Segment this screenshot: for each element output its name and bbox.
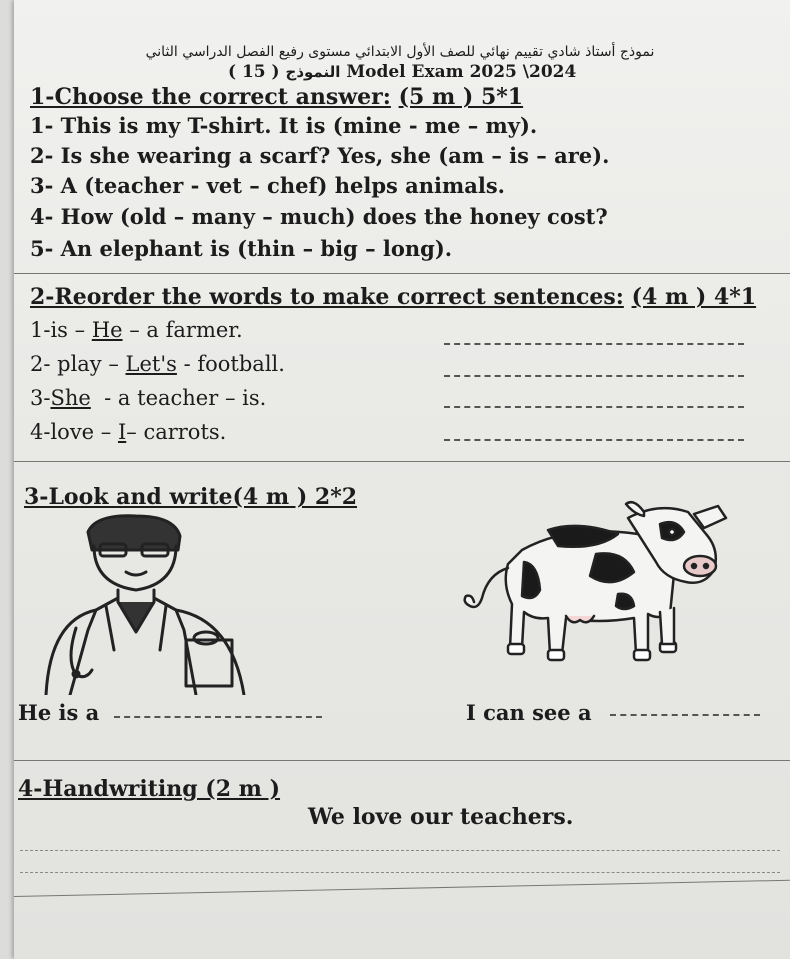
model-header xyxy=(228,62,576,82)
section1-item-3: 3- A (teacher - vet – chef) helps animals. xyxy=(30,173,505,198)
item-text: 2- play – xyxy=(30,352,126,376)
handwriting-sentence: We love our teachers. xyxy=(308,804,574,830)
section3-title: 3-Look and write xyxy=(24,484,233,510)
exam-sheet xyxy=(14,0,790,959)
section1-heading xyxy=(30,84,523,110)
section1-item-5: 5- An elephant is (thin – big – long). xyxy=(30,236,453,261)
item-text: - football. xyxy=(176,352,285,376)
divider xyxy=(14,880,790,897)
answer-blank[interactable] xyxy=(444,343,744,345)
look-write-right-prompt: I can see a xyxy=(466,700,592,725)
answer-blank[interactable] xyxy=(610,714,760,716)
item-text: 4-love – xyxy=(30,420,118,444)
handwriting-line[interactable] xyxy=(20,850,780,851)
section1-marks: (5 m ) 5*1 xyxy=(398,84,524,110)
item-underlined-word: He xyxy=(91,318,123,342)
item-text: 3- xyxy=(30,386,51,410)
section2-heading xyxy=(30,284,756,310)
item-text: 1-is – xyxy=(30,318,92,342)
cow-icon xyxy=(448,494,748,679)
model-number: ( 15 ) xyxy=(228,62,280,82)
handwriting-line[interactable] xyxy=(20,872,780,873)
section2-item-3 xyxy=(30,386,266,410)
doctor-icon xyxy=(36,510,266,695)
item-underlined-word: Let's xyxy=(125,352,177,376)
section2-title: 2-Reorder the words to make correct sentences: xyxy=(30,284,624,310)
section3-heading xyxy=(24,484,357,510)
item-text: – a farmer. xyxy=(122,318,243,342)
divider xyxy=(14,273,790,274)
section4-title: 4-Handwriting (2 m ) xyxy=(18,776,281,802)
divider xyxy=(14,760,790,761)
section2-item-1 xyxy=(30,318,243,342)
item-underlined-word: I xyxy=(117,420,127,444)
item-text: - a teacher – is. xyxy=(90,386,267,410)
divider xyxy=(14,461,790,462)
model-exam-year: Model Exam 2025 \2024 xyxy=(346,62,577,82)
item-underlined-word: She xyxy=(50,386,91,410)
section2-item-4 xyxy=(30,420,226,444)
section1-item-4: 4- How (old – many – much) does the honey cost? xyxy=(30,204,608,229)
answer-blank[interactable] xyxy=(444,439,744,441)
model-word: النموذج xyxy=(285,63,341,81)
look-write-left-prompt: He is a xyxy=(18,700,100,725)
section1-item-1: 1- This is my T-shirt. It is (mine - me – my). xyxy=(30,113,538,138)
answer-blank[interactable] xyxy=(444,375,744,377)
section2-marks: (4 m ) 4*1 xyxy=(631,284,757,310)
section1-item-2: 2- Is she wearing a scarf? Yes, she (am – is – are). xyxy=(30,143,610,168)
item-text: – carrots. xyxy=(126,420,227,444)
arabic-header: نموذج أستاذ شادي تقييم نهائي للصف الأول الابتدائي مستوى رفيع الفصل الدراسي الثاني xyxy=(145,44,655,60)
section1-title: 1-Choose the correct answer: xyxy=(30,84,391,110)
answer-blank[interactable] xyxy=(444,406,744,408)
answer-blank[interactable] xyxy=(114,716,322,718)
section3-marks: (4 m ) 2*2 xyxy=(232,484,358,510)
section2-item-2 xyxy=(30,352,285,376)
